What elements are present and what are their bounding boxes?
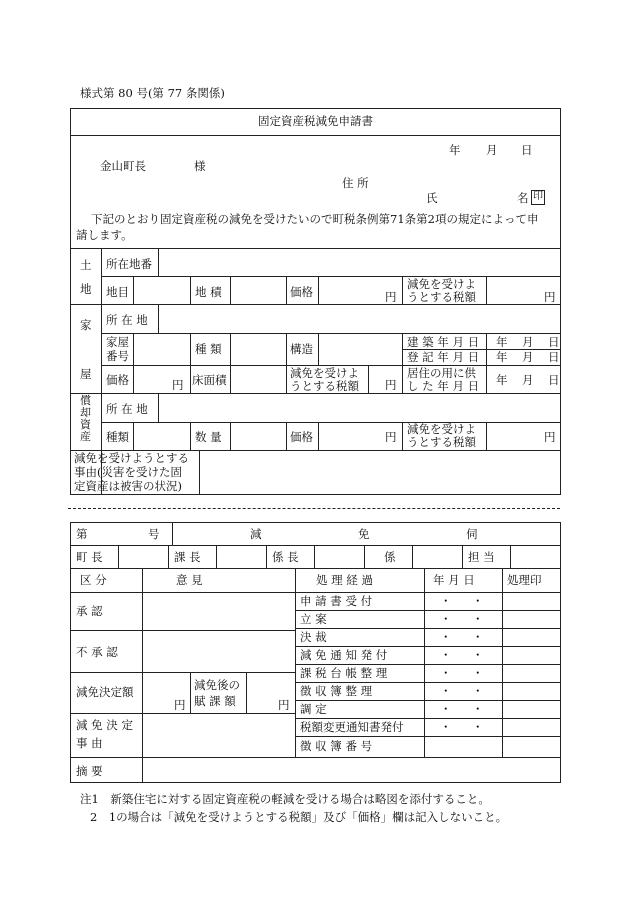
house-registered-month: 月 — [522, 350, 534, 364]
house-floor-label: 床面積 — [192, 373, 227, 387]
staff-assignee-label: 担 当 — [468, 550, 495, 564]
row-amount-yen: 円 — [174, 698, 186, 712]
house-price-label: 価格 — [106, 373, 129, 387]
statement-line-2: 請します。 — [76, 228, 133, 242]
house-reduction-yen: 円 — [385, 378, 397, 392]
reason-label-3: 定資産は被害の状況) — [74, 479, 182, 493]
house-reduction-label-2: うとする税額 — [290, 379, 359, 393]
house-price-yen: 円 — [172, 378, 184, 392]
form-number: 様式第 80 号(第 77 条関係) — [80, 86, 225, 100]
row-reason-label-2: 事 由 — [76, 736, 103, 750]
statement-line-1: 下記のとおり固定資産税の減免を受けたいので町税条例第71条第2項の規定によって申 — [91, 212, 539, 226]
house-reduction-label-1: 減免を受けよ — [290, 366, 359, 380]
house-residence-label-2: し た 年 月 日 — [407, 379, 480, 393]
column-opinion-header: 意 見 — [176, 573, 203, 587]
date-dot: ・ — [472, 630, 484, 644]
date-month: 月 — [486, 143, 498, 157]
house-registered-day: 日 — [548, 350, 560, 364]
row-approval-label: 承 認 — [76, 604, 103, 618]
column-category-header: 区 分 — [80, 573, 107, 587]
house-registered-year: 年 — [496, 350, 508, 364]
reason-label-2: 事由(災害を受けた固 — [74, 465, 182, 479]
house-built-month: 月 — [522, 335, 534, 349]
house-built-label: 建 築 年 月 日 — [407, 335, 480, 349]
row-after-yen: 円 — [278, 698, 290, 712]
row-reason-label-1: 減 免 決 定 — [76, 718, 133, 732]
name-label-second: 名 — [517, 191, 529, 205]
depreciable-price-label: 価格 — [290, 430, 313, 444]
row-remarks-label: 摘 要 — [76, 764, 103, 778]
process-step-5: 課 税 台 帳 整 理 — [300, 666, 388, 680]
row-disapproval-label: 不 承 認 — [76, 645, 118, 659]
date-dot: ・ — [440, 630, 452, 644]
land-price-label: 価格 — [290, 285, 313, 299]
office-number-suffix: 号 — [148, 527, 160, 541]
house-built-day: 日 — [548, 335, 560, 349]
date-dot: ・ — [440, 702, 452, 716]
depreciable-price-yen: 円 — [385, 430, 397, 444]
depreciable-section-label — [80, 395, 91, 443]
process-step-4: 減 免 通 知 発 付 — [300, 648, 388, 662]
date-dot: ・ — [472, 648, 484, 662]
house-section-char-2: 屋 — [80, 367, 92, 381]
depreciable-section-char-2: 却 — [80, 406, 91, 419]
column-date-header: 年 月 日 — [433, 573, 475, 587]
process-step-3: 決 裁 — [300, 630, 327, 644]
date-year: 年 — [449, 143, 461, 157]
house-location-label: 所 在 地 — [106, 313, 148, 327]
date-dot: ・ — [472, 720, 484, 734]
depreciable-section-char-1: 償 — [80, 394, 91, 407]
house-built-year: 年 — [496, 335, 508, 349]
staff-section-chief-label: 課 長 — [174, 550, 201, 564]
house-structure-label: 構造 — [290, 342, 313, 356]
date-dot: ・ — [440, 612, 452, 626]
office-title-char-3: 伺 — [466, 527, 478, 541]
depreciable-quantity-label: 数 量 — [195, 430, 222, 444]
house-number-label-2: 番号 — [106, 349, 129, 363]
staff-unit-chief-label: 係 長 — [272, 550, 299, 564]
name-label-first: 氏 — [426, 191, 438, 205]
date-dot: ・ — [472, 684, 484, 698]
process-step-7: 調 定 — [300, 702, 327, 716]
staff-mayor-label: 町 長 — [76, 550, 103, 564]
office-number-prefix: 第 — [76, 527, 88, 541]
date-dot: ・ — [472, 666, 484, 680]
date-dot: ・ — [440, 594, 452, 608]
date-dot: ・ — [472, 612, 484, 626]
form-title: 固定資産税減免申請書 — [258, 114, 373, 128]
address-label: 住 所 — [342, 176, 369, 190]
column-seal-header: 処理印 — [507, 573, 542, 587]
depreciable-section-char-4: 産 — [80, 430, 91, 443]
column-process-header: 処 理 経 過 — [316, 573, 373, 587]
house-residence-month: 月 — [522, 373, 534, 387]
office-title-char-1: 減 — [250, 527, 262, 541]
land-category-label: 地目 — [106, 285, 129, 299]
land-reduction-label-2: うとする税額 — [407, 290, 476, 304]
cut-line — [68, 508, 560, 509]
staff-clerk-label: 係 — [384, 550, 396, 564]
row-after-label-2: 賦 課 額 — [194, 694, 236, 708]
date-dot: ・ — [472, 594, 484, 608]
row-after-label-1: 減免後の — [194, 678, 240, 692]
house-number-label-1: 家屋 — [106, 335, 129, 349]
depreciable-location-label: 所 在 地 — [106, 402, 148, 416]
house-kind-label: 種 類 — [195, 342, 222, 356]
depreciable-kind-label: 種類 — [106, 430, 129, 444]
house-section-char-1: 家 — [80, 318, 92, 332]
note-1: 注1 新築住宅に対する固定資産税の軽減を受ける場合は略図を添付すること。 — [80, 792, 490, 806]
reason-label-1: 減免を受けようとする — [74, 451, 189, 465]
addressee-town: 金山町長 — [100, 159, 146, 173]
process-step-1: 申 請 書 受 付 — [300, 594, 373, 608]
addressee-honorific: 様 — [194, 159, 206, 173]
land-price-yen: 円 — [385, 290, 397, 304]
date-dot: ・ — [440, 648, 452, 662]
depreciable-reduction-label-1: 減免を受けよ — [407, 422, 476, 436]
date-dot: ・ — [440, 720, 452, 734]
process-step-8: 税額変更通知書発付 — [300, 720, 404, 734]
office-title-char-2: 免 — [358, 527, 370, 541]
seal-mark: 印 — [531, 190, 545, 205]
depreciable-reduction-yen: 円 — [544, 430, 556, 444]
process-step-6: 徴 収 簿 整 理 — [300, 684, 373, 698]
land-location-label: 所在地番 — [106, 257, 152, 271]
process-step-2: 立 案 — [300, 612, 327, 626]
house-registered-label: 登 記 年 月 日 — [407, 350, 480, 364]
process-step-9: 徴 収 簿 番 号 — [300, 739, 373, 753]
depreciable-reduction-label-2: うとする税額 — [407, 435, 476, 449]
date-dot: ・ — [440, 684, 452, 698]
date-day: 日 — [521, 143, 533, 157]
row-amount-label: 減免決定額 — [76, 685, 134, 699]
land-reduction-yen: 円 — [544, 290, 556, 304]
depreciable-section-char-3: 資 — [80, 418, 91, 431]
land-reduction-label-1: 減免を受けよ — [407, 277, 476, 291]
land-section-char-2: 地 — [80, 282, 92, 296]
date-dot: ・ — [440, 666, 452, 680]
note-2: 2 1の場合は「減免を受けようとする税額」及び「価格」欄は記入しないこと。 — [90, 810, 508, 824]
land-area-label: 地 積 — [195, 285, 222, 299]
house-residence-year: 年 — [496, 373, 508, 387]
house-residence-day: 日 — [548, 373, 560, 387]
house-residence-label-1: 居住の用に供 — [407, 366, 476, 380]
land-section-char-1: 土 — [80, 258, 92, 272]
date-dot: ・ — [472, 702, 484, 716]
